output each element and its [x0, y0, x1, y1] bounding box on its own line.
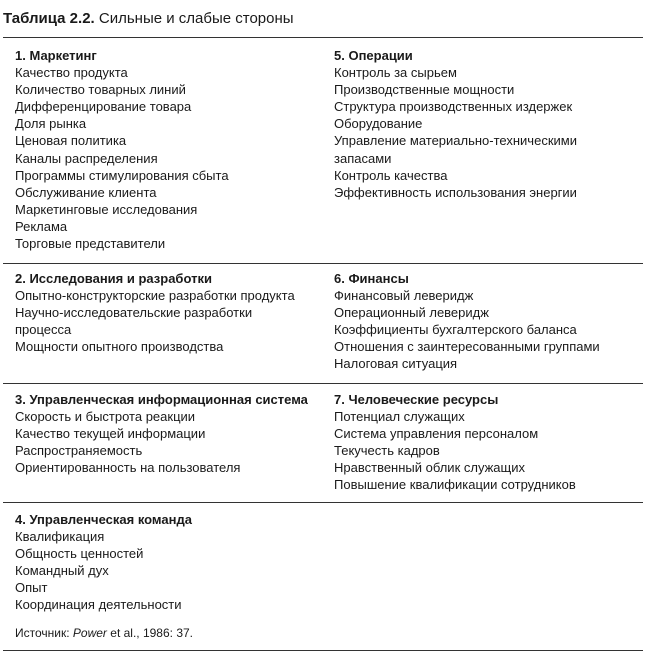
list-item: Эффективность использования энергии — [334, 184, 577, 200]
list-item: Общность ценностей — [15, 546, 144, 562]
list-item: Программы стимулирования сбыта — [15, 167, 229, 183]
list-item: Дифференцирование товара — [15, 99, 192, 115]
section-heading: 5. Операции — [334, 48, 413, 63]
list-item: Качество текущей информации — [15, 426, 206, 442]
section-heading: 2. Исследования и разработки — [15, 271, 212, 286]
list-item: Система управления персоналом — [334, 426, 539, 442]
source-label: Источник: — [15, 626, 70, 640]
source-citation: et al., 1986: 37. — [110, 626, 193, 640]
list-item: Производственные мощности — [334, 82, 515, 98]
list-item: Контроль за сырьем — [334, 65, 457, 81]
section-team — [15, 511, 315, 614]
list-item: Опыт — [15, 580, 48, 596]
source-author: Power — [72, 626, 107, 640]
list-item: Нравственный облик служащих — [334, 460, 525, 476]
section-heading: 6. Финансы — [334, 271, 409, 286]
section-heading: 7. Человеческие ресурсы — [334, 392, 499, 407]
list-item: Распространяемость — [15, 443, 143, 459]
list-item: Отношения с заинтересованными группами — [334, 339, 600, 355]
list-item: Операционный леверидж — [334, 305, 489, 321]
list-item: Налоговая ситуация — [334, 356, 458, 372]
section-operations — [334, 47, 634, 201]
list-item: Доля рынка — [15, 116, 87, 132]
list-item: Потенциал служащих — [334, 409, 465, 425]
list-item: Коэффициенты бухгалтерского баланса — [334, 322, 577, 338]
section-hr — [334, 391, 634, 494]
list-item: Ценовая политика — [15, 133, 127, 149]
list-item: Текучесть кадров — [334, 443, 440, 459]
list-item: Опытно-конструкторские разработки продукта — [15, 288, 295, 304]
list-item: Качество продукта — [15, 65, 128, 81]
row-divider-2 — [3, 383, 643, 384]
row-divider-3 — [3, 502, 643, 503]
table-caption — [3, 9, 294, 29]
section-rnd — [15, 270, 315, 355]
list-item: Обслуживание клиента — [15, 184, 157, 200]
list-item: Оборудование — [334, 116, 423, 132]
section-finance — [334, 270, 634, 373]
list-item: Повышение квалификации сотрудников — [334, 477, 576, 493]
section-marketing — [15, 47, 315, 252]
section-heading: 4. Управленческая команда — [15, 512, 192, 527]
table-number: Таблица 2.2. — [3, 10, 95, 27]
table-bottom-rule — [3, 650, 643, 651]
section-heading: 3. Управленческая информационная система — [15, 392, 308, 407]
list-item: Скорость и быстрота реакции — [15, 409, 196, 425]
list-item: Каналы распределения — [15, 150, 158, 166]
source-note — [15, 625, 193, 641]
list-item: Командный дух — [15, 563, 109, 579]
table-top-rule — [3, 37, 643, 38]
list-item: Мощности опытного производства — [15, 339, 224, 355]
list-item: Научно-исследовательские разработки процесса — [15, 305, 253, 338]
list-item: Контроль качества — [334, 167, 448, 183]
list-item: Финансовый леверидж — [334, 288, 474, 304]
section-heading: 1. Маркетинг — [15, 48, 97, 63]
list-item: Торговые представители — [15, 236, 166, 252]
list-item: Ориентированность на пользователя — [15, 460, 241, 476]
list-item: Структура производственных издержек — [334, 99, 573, 115]
list-item: Количество товарных линий — [15, 82, 186, 98]
list-item: Координация деятельности — [15, 597, 182, 613]
list-item: Маркетинговые исследования — [15, 201, 198, 217]
list-item: Управление материально-техническими запасами — [334, 133, 577, 166]
list-item: Квалификация — [15, 529, 105, 545]
table-title: Сильные и слабые стороны — [98, 10, 294, 27]
section-mis — [15, 391, 315, 476]
list-item: Реклама — [15, 218, 68, 234]
row-divider-1 — [3, 263, 643, 264]
